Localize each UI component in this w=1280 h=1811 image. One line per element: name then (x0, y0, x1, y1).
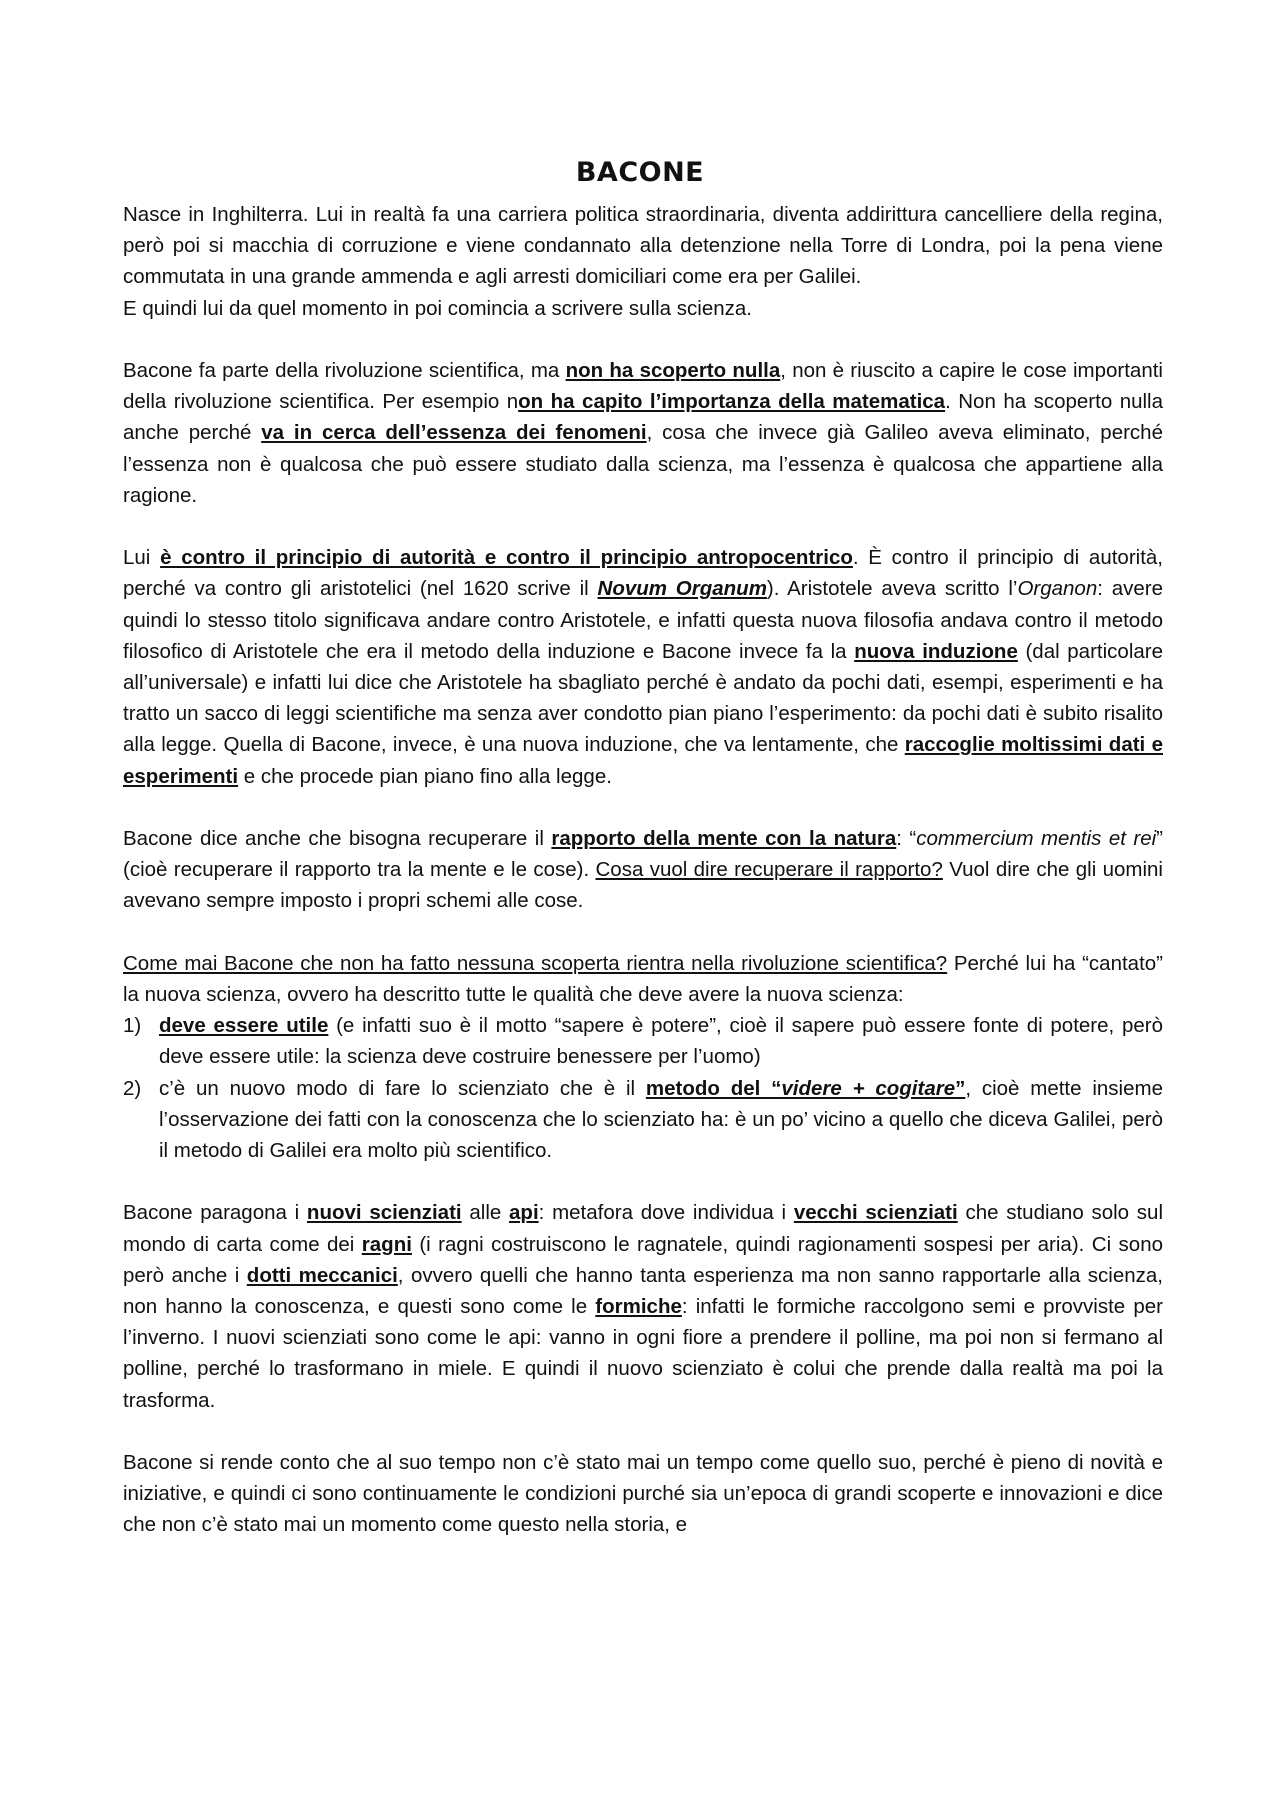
text: Lui (123, 546, 161, 570)
highlight-term: nuovi scienziati (306, 1201, 462, 1225)
latin-quote: commercium mentis et rei (916, 827, 1157, 851)
text: e che procede pian piano fino alla legge. (238, 764, 612, 788)
text: metodo del “ (645, 1076, 782, 1100)
latin-phrase: videre + cogitare (781, 1076, 956, 1100)
list-item (123, 1010, 1163, 1072)
text: : avere quindi lo stesso titolo significava andare contro Aristotele, e infatti questa nuova filosofia andava contro il metodo filosofico di Aristotele che era il metodo della induzione e Bacone invece fa la (123, 577, 1163, 663)
highlight-term: on ha capito l’importanza della matematica (518, 390, 946, 414)
list-number: 2) (123, 1076, 142, 1100)
highlight-term: non ha scoperto nulla (565, 359, 781, 382)
text: Bacone paragona i (123, 1201, 307, 1225)
highlight-term: formiche (595, 1295, 682, 1319)
page-title: BACONE (575, 157, 705, 188)
text: , non è riuscito a capire le cose importanti della rivoluzione scientifica. Per esempio n (123, 359, 1163, 414)
list-number: 1) (123, 1014, 142, 1038)
text: Vuol dire che gli uomini avevano sempre imposto i propri schemi alle cose. (123, 858, 1163, 913)
text: (e infatti suo è il motto “sapere è potere”, cioè il sapere può essere fonte di potere, però deve essere utile: la scienza deve costruire benessere per l’uomo) (159, 1014, 1163, 1069)
text: alle (461, 1201, 510, 1225)
document-body (123, 199, 1163, 1541)
highlight-term: dotti meccanici (246, 1263, 398, 1287)
text: che studiano solo sul mondo di carta come dei (123, 1201, 1164, 1256)
paragraph-era (123, 1447, 1163, 1541)
text: ). Aristotele aveva scritto l’ (766, 577, 1018, 601)
text: . È contro il principio di autorità, perché va contro gli aristotelici (nel 1620 scrive il (123, 546, 1163, 601)
text: , ovvero quelli che hanno tanta esperienza ma non sanno rapportarle alla scienza, non hanno la conoscenza, e questi sono come le (123, 1263, 1163, 1319)
text: , cioè mette insieme l’osservazione dei fatti con la conoscenza che lo scienziato ha: è un po’ vicino a quello che diceva Galilei, però il metodo di Galilei era molto più scientifico. (159, 1076, 1163, 1163)
text: : “ (896, 827, 917, 851)
text: Bacone fa parte della rivoluzione scientifica, ma (123, 359, 566, 382)
paragraph-scientific-revolution (123, 355, 1163, 511)
paragraph-intro (123, 199, 1163, 293)
highlight-term: è contro il principio di autorità e contro il principio antropocentrico (160, 546, 853, 570)
highlight-term: vecchi scienziati (793, 1201, 958, 1225)
highlight-term: nuova induzione (854, 639, 1018, 663)
text: : metafora dove individua i (538, 1201, 794, 1225)
paragraph-mind-nature (123, 823, 1163, 917)
list-item (123, 1073, 1163, 1167)
highlight-term (646, 1077, 965, 1100)
text: (dal particolare all’universale) e infatti lui dice che Aristotele ha sbagliato perché è andato da pochi dati, esempi, esperimenti e ha tratto un sacco di leggi scientifiche ma senza aver condotto pian piano l’esperimento: da pochi dati è subito risalito alla legge. Quella di Bacone, invece, è una nuova induzione, che va lentamente, che (123, 639, 1163, 757)
underlined-question: Cosa vuol dire recuperare il rapporto? (595, 858, 943, 882)
text: Bacone si rende conto che al suo tempo non c’è stato mai un tempo come quello suo, perché è pieno di novità e iniziative, e quindi ci sono continuamente le condizioni purché sia un’epoca di grandi scoperte e innovazioni e dice che non c’è stato mai un momento come questo nella storia, e (123, 1451, 1163, 1537)
highlight-term: va in cerca dell’essenza dei fenomeni (261, 421, 647, 445)
paragraph-metaphor (123, 1197, 1163, 1415)
paragraph-new-science (123, 948, 1163, 1010)
highlight-term: api (509, 1201, 539, 1225)
text: : infatti le formiche raccolgono semi e provviste per l’inverno. I nuovi scienziati sono come le api: vanno in ogni fiore a prendere il polline, ma poi non si fermano al polline, perché lo trasformano in miele. E quindi il nuovo scienziato è colui che prende dalla realtà ma poi la trasforma. (123, 1295, 1163, 1412)
highlight-term: ragni (361, 1232, 412, 1256)
text: c’è un nuovo modo di fare lo scienziato che è il (159, 1076, 646, 1100)
text: ” (cioè recuperare il rapporto tra la mente e le cose). (123, 827, 1163, 882)
highlight-term: rapporto della mente con la natura (551, 827, 897, 851)
italic-title: Organon (1017, 577, 1098, 601)
text: Bacone dice anche che bisogna recuperare il (123, 827, 552, 851)
paragraph-authority-principle (123, 542, 1163, 792)
qualities-list (123, 1010, 1163, 1166)
text: (i ragni costruiscono le ragnatele, quindi ragionamenti sospesi per aria). Ci sono però anche i (123, 1232, 1163, 1287)
underlined-question: Come mai Bacone che non ha fatto nessuna scoperta rientra nella rivoluzione scientifica? (123, 951, 948, 975)
text: . Non ha scoperto nulla anche perché (123, 390, 1164, 445)
text: , cosa che invece già Galileo aveva eliminato, perché l’essenza non è qualcosa che può essere studiato dalla scienza, ma l’essenza è qualcosa che appartiene alla ragione. (123, 421, 1163, 507)
text: Nasce in Inghilterra. Lui in realtà fa una carriera politica straordinaria, diventa addirittura cancelliere della regina, però poi si macchia di corruzione e viene condannato alla detenzione nella Torre di Londra, poi la pena viene commutata in una grande ammenda e agli arresti domiciliari come era per Galilei. (123, 203, 1163, 289)
text: Perché lui ha “cantato” la nuova scienza, ovvero ha descritto tutte le qualità che deve avere la nuova scienza: (123, 951, 1163, 1007)
highlight-title: Novum Organum (597, 577, 767, 601)
text: E quindi lui da quel momento in poi comincia a scrivere sulla scienza. (123, 296, 752, 320)
text: ” (955, 1076, 966, 1100)
highlight-term: raccoglie moltissimi dati e esperimenti (123, 733, 1163, 788)
paragraph-intro-continued (123, 293, 1163, 324)
highlight-term: deve essere utile (159, 1014, 329, 1038)
